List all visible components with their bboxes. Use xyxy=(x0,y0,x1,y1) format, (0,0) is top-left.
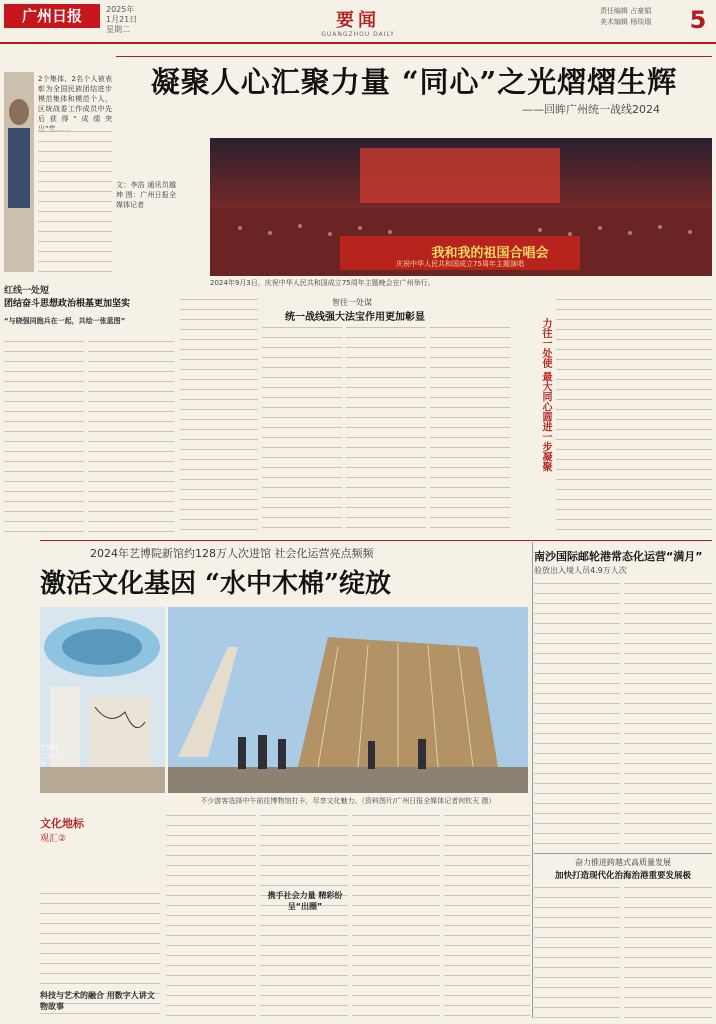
culture-landmark-badge xyxy=(40,815,150,885)
hero-photo xyxy=(210,138,712,276)
cruise-col-1 xyxy=(534,580,620,850)
hero-banner-subtext: 庆祝中华人民共和国成立75周年主题演唱 xyxy=(396,260,524,268)
story2-col-2 xyxy=(166,812,256,1018)
port-dev-headline: 加快打造现代化治海治港重要发展极 xyxy=(554,871,691,881)
story2-col-5 xyxy=(444,812,530,1018)
left-body-col-1 xyxy=(4,338,84,540)
hero-caption: 2024年9月3日，庆祝中华人民共和国成立75周年主题晚会在广州举行。 xyxy=(210,279,435,287)
left-kicker: 红线一处短 xyxy=(4,286,50,296)
date-weekday: 星期二 xyxy=(106,25,130,34)
left-body-title: “与晓强同胞兵在一起，共绘一张蓝图” xyxy=(4,317,126,325)
left-section-title: 团结奋斗思想政治根基更加坚实 xyxy=(4,299,131,309)
portrait-illustration xyxy=(4,72,34,272)
middle-kicker: 智往一处谋 xyxy=(332,298,372,307)
cruise-col-2 xyxy=(624,580,712,850)
museum-exterior-illustration xyxy=(168,607,528,793)
newspaper-logo: 广州日报 xyxy=(4,4,100,28)
page-number: 5 xyxy=(689,6,707,34)
cruise-port-headline: 南沙国际邮轮港常态化运营“满月” xyxy=(534,550,703,563)
middle-title: 统一战线强大法宝作用更加彰显 xyxy=(285,312,425,323)
hero-banner-text: 我和我的祖国合唱会 xyxy=(431,246,549,261)
story-divider xyxy=(40,540,712,541)
vertical-subtitle: 力往一处使 最大同心圆进一步凝聚 xyxy=(540,318,551,472)
date-year: 2025年 xyxy=(106,5,135,14)
issue-date xyxy=(106,5,137,35)
right-sidebar-divider xyxy=(532,542,533,1018)
museum-interior-caption: 艺博院之光·一角 xyxy=(40,745,60,768)
headline-rule xyxy=(116,56,712,57)
story2-col-4 xyxy=(352,812,440,1018)
right-upper-columns xyxy=(556,296,712,536)
middle-col-2 xyxy=(346,324,426,536)
left-lead-body xyxy=(38,128,112,273)
port-dev-col-1 xyxy=(534,884,620,1018)
main-headline: 凝聚人心汇聚力量 “同心”之光熠熠生辉 xyxy=(150,65,678,99)
left-body-col-2 xyxy=(88,338,174,540)
left-lead-text: 2个集体、2名个人被表彰为全国民族团结进步模范集体和模范个人，区统战委工作成员中先后获得“成绩突 xyxy=(38,75,112,123)
story2-subhead-1: 携手社会力量 精彩纷呈“出圈” xyxy=(267,891,343,911)
story2-kicker: 2024年艺博院新馆约128万人次进馆 社会化运营亮点频频 xyxy=(90,547,374,560)
port-dev-kicker: 奋力推进跨越式高质量发展 xyxy=(575,858,671,867)
editor-line-2: 美术编辑 杨琰瑞 xyxy=(600,18,652,26)
museum-exterior-photo xyxy=(168,607,528,793)
right-lower-divider xyxy=(534,853,712,854)
date-day: 1月21日 xyxy=(106,15,138,24)
section-subtitle: GUANGZHOU DAILY xyxy=(321,31,395,38)
middle-col-3 xyxy=(430,324,510,536)
story2-col-3 xyxy=(260,812,348,1018)
badge-subtitle: 观汇② xyxy=(40,834,67,844)
middle-col-0 xyxy=(180,296,258,536)
main-subheadline: ——回眸广州统一战线2024 xyxy=(522,103,660,116)
editor-line-1: 责任编辑 占豪娟 xyxy=(600,7,652,15)
section-title: 要闻 xyxy=(336,10,380,31)
cruise-port-subheadline: 验放出入境人员4.9万人次 xyxy=(534,566,627,575)
left-photo-caption: 文：李浩 通讯员越坤 图：广州日报全媒体记者 xyxy=(116,181,176,209)
story2-subhead-2: 科技与艺术的融合 用数字人讲文物故事 xyxy=(40,991,155,1011)
port-dev-col-2 xyxy=(624,884,712,1018)
left-portrait-photo xyxy=(4,72,34,272)
museum-exterior-caption: 不少游客选择中午前往博物馆打卡，尽享文化魅力。（资料图片/广州日报全媒体记者何钦天 摄） xyxy=(200,797,496,805)
editor-credits xyxy=(600,6,651,28)
story2-headline: 激活文化基因 “水中木棉”绽放 xyxy=(40,569,391,599)
badge-title: 文化地标 xyxy=(40,817,84,830)
middle-col-1 xyxy=(262,324,342,536)
